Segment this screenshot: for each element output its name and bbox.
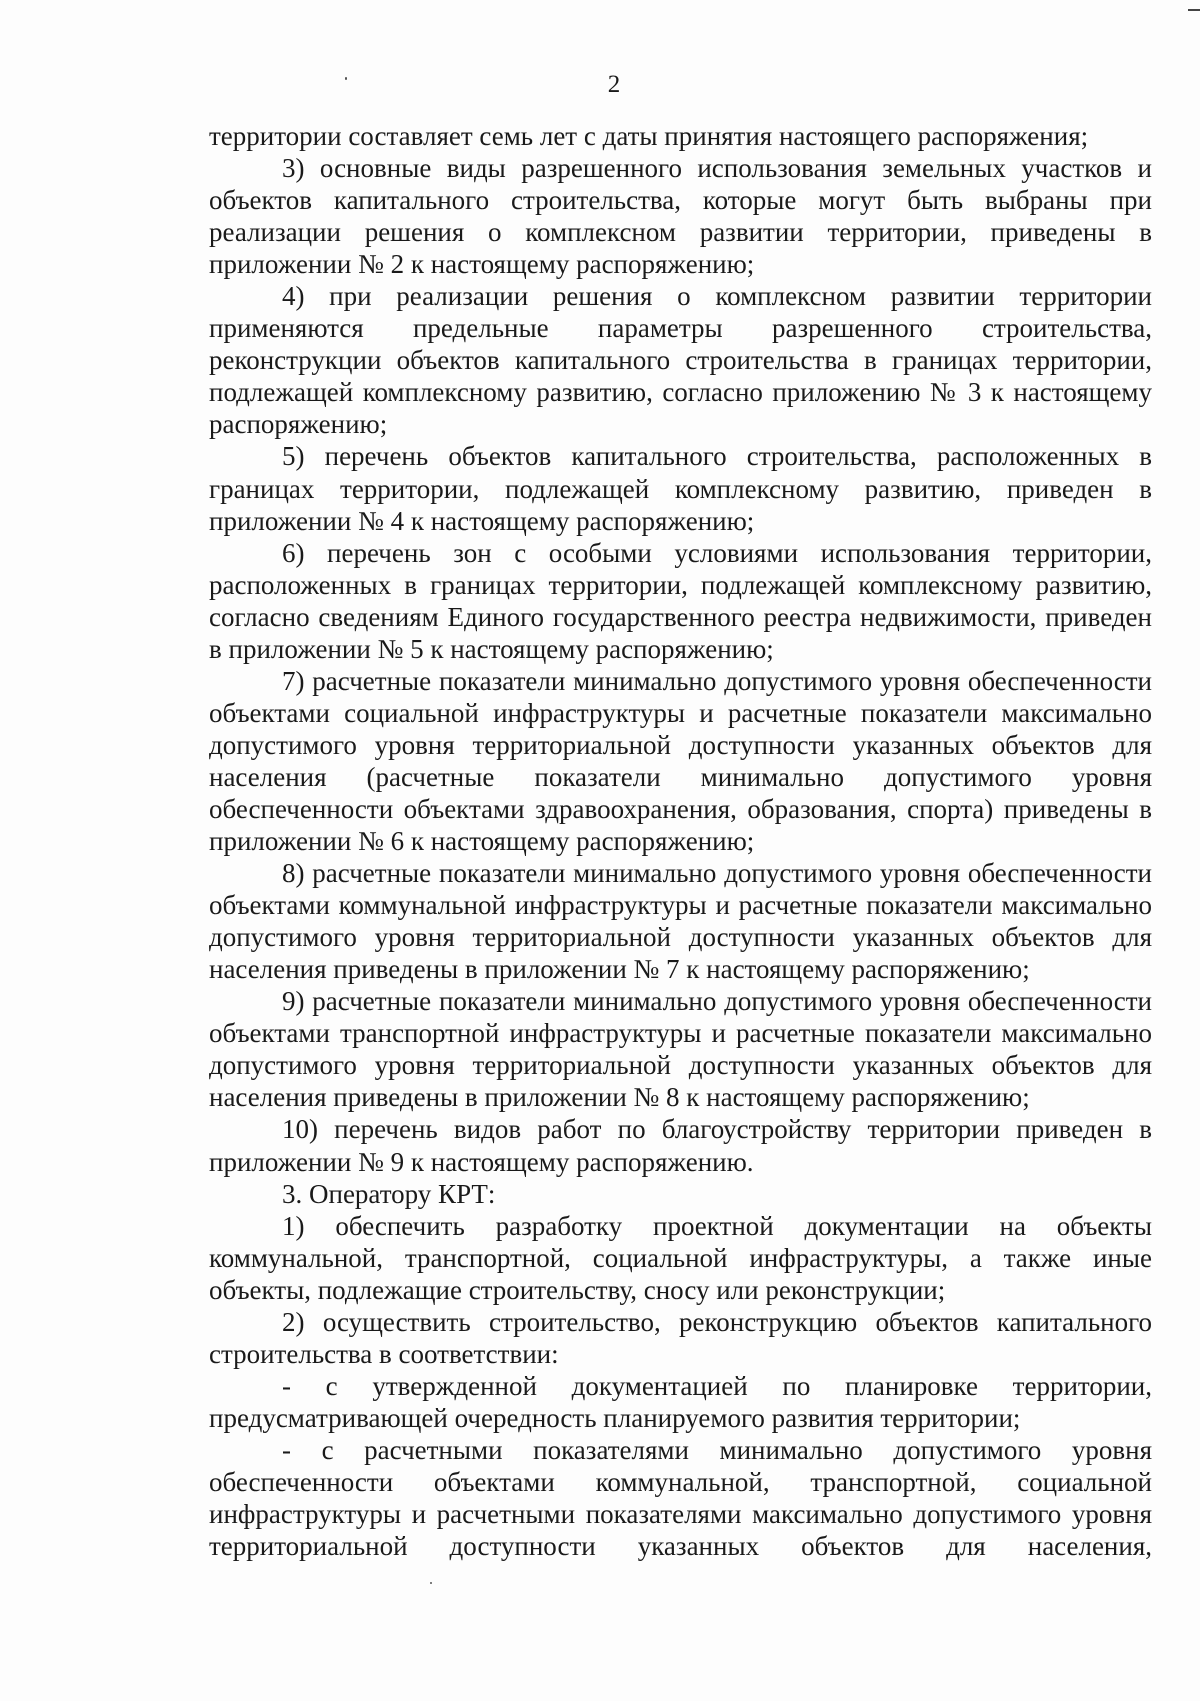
- paragraph-operator-item-1: 1) обеспечить разработку проектной документации на объекты коммунальной, транспортной, социальной инфраструктуры, а также иные объекты, подлежащие строительству, сносу или реконструкции;: [209, 1210, 1152, 1305]
- paragraph-item-10: 10) перечень видов работ по благоустройству территории приведен в приложении № 9 к настоящему распоряжению.: [209, 1114, 1152, 1177]
- paragraph-item-7: 7) расчетные показатели минимально допустимого уровня обеспеченности объектами социальной инфраструктуры и расчетные показатели максимально допустимого уровня территориальной доступности указанных объектов для населения (расчетные показатели минимально допустимого уровня обеспеченности объектами здравоохранения, образования, спорта) приведены в приложении № 6 к настоящему распоряжению;: [209, 665, 1152, 857]
- section-heading-3: 3. Оператору КРТ:: [282, 1178, 496, 1209]
- paragraph-dash-item-2: - с расчетными показателями минимально допустимого уровня обеспеченности объектами коммунальной, транспортной, социальной инфраструктуры и расчетными показателями максимально допустимого уровня территориальной доступности указанных объектов для населения,: [209, 1434, 1152, 1562]
- paragraph-dash-item-1: - с утвержденной документацией по планировке территории, предусматривающей очередность планируемого развития территории;: [209, 1370, 1152, 1433]
- paragraph-continuation: территории составляет семь лет с даты принятия настоящего распоряжения;: [209, 121, 1089, 151]
- paragraph-item-6: 6) перечень зон с особыми условиями использования территории, расположенных в границах территории, подлежащей комплексному развитию, согласно сведениям Единого государственного реестра недвижимости, приведен в приложении № 5 к настоящему распоряжению;: [209, 537, 1152, 664]
- page-number: 2: [607, 71, 621, 98]
- scan-corner-mark: [1188, 9, 1200, 11]
- scan-dot: [430, 1582, 432, 1584]
- paragraph-item-8: 8) расчетные показатели минимально допустимого уровня обеспеченности объектами коммунальной инфраструктуры и расчетные показатели максимально допустимого уровня территориальной доступности указанных объектов для населения приведены в приложении № 7 к настоящему распоряжению;: [209, 858, 1152, 985]
- paragraph-item-4: 4) при реализации решения о комплексном развитии территории применяются предельные параметры разрешенного строительства, реконструкции объектов капитального строительства в границах территории, подлежащей комплексному развитию, согласно приложению № 3 к настоящему распоряжению;: [209, 281, 1152, 440]
- paragraph-item-3: 3) основные виды разрешенного использования земельных участков и объектов капитального строительства, которые могут быть выбраны при реализации решения о комплексном развитии территории, приведены в приложении № 2 к настоящему распоряжению;: [209, 153, 1152, 280]
- paragraph-item-9: 9) расчетные показатели минимально допустимого уровня обеспеченности объектами транспортной инфраструктуры и расчетные показатели максимально допустимого уровня территориальной доступности указанных объектов для населения приведены в приложении № 8 к настоящему распоряжению;: [209, 986, 1152, 1113]
- paragraph-operator-item-2: 2) осуществить строительство, реконструкцию объектов капитального строительства в соответствии:: [209, 1306, 1152, 1369]
- paragraph-item-5: 5) перечень объектов капитального строительства, расположенных в границах территории, подлежащей комплексному развитию, приведен в приложении № 4 к настоящему распоряжению;: [209, 441, 1152, 536]
- document-body: [209, 120, 1152, 1562]
